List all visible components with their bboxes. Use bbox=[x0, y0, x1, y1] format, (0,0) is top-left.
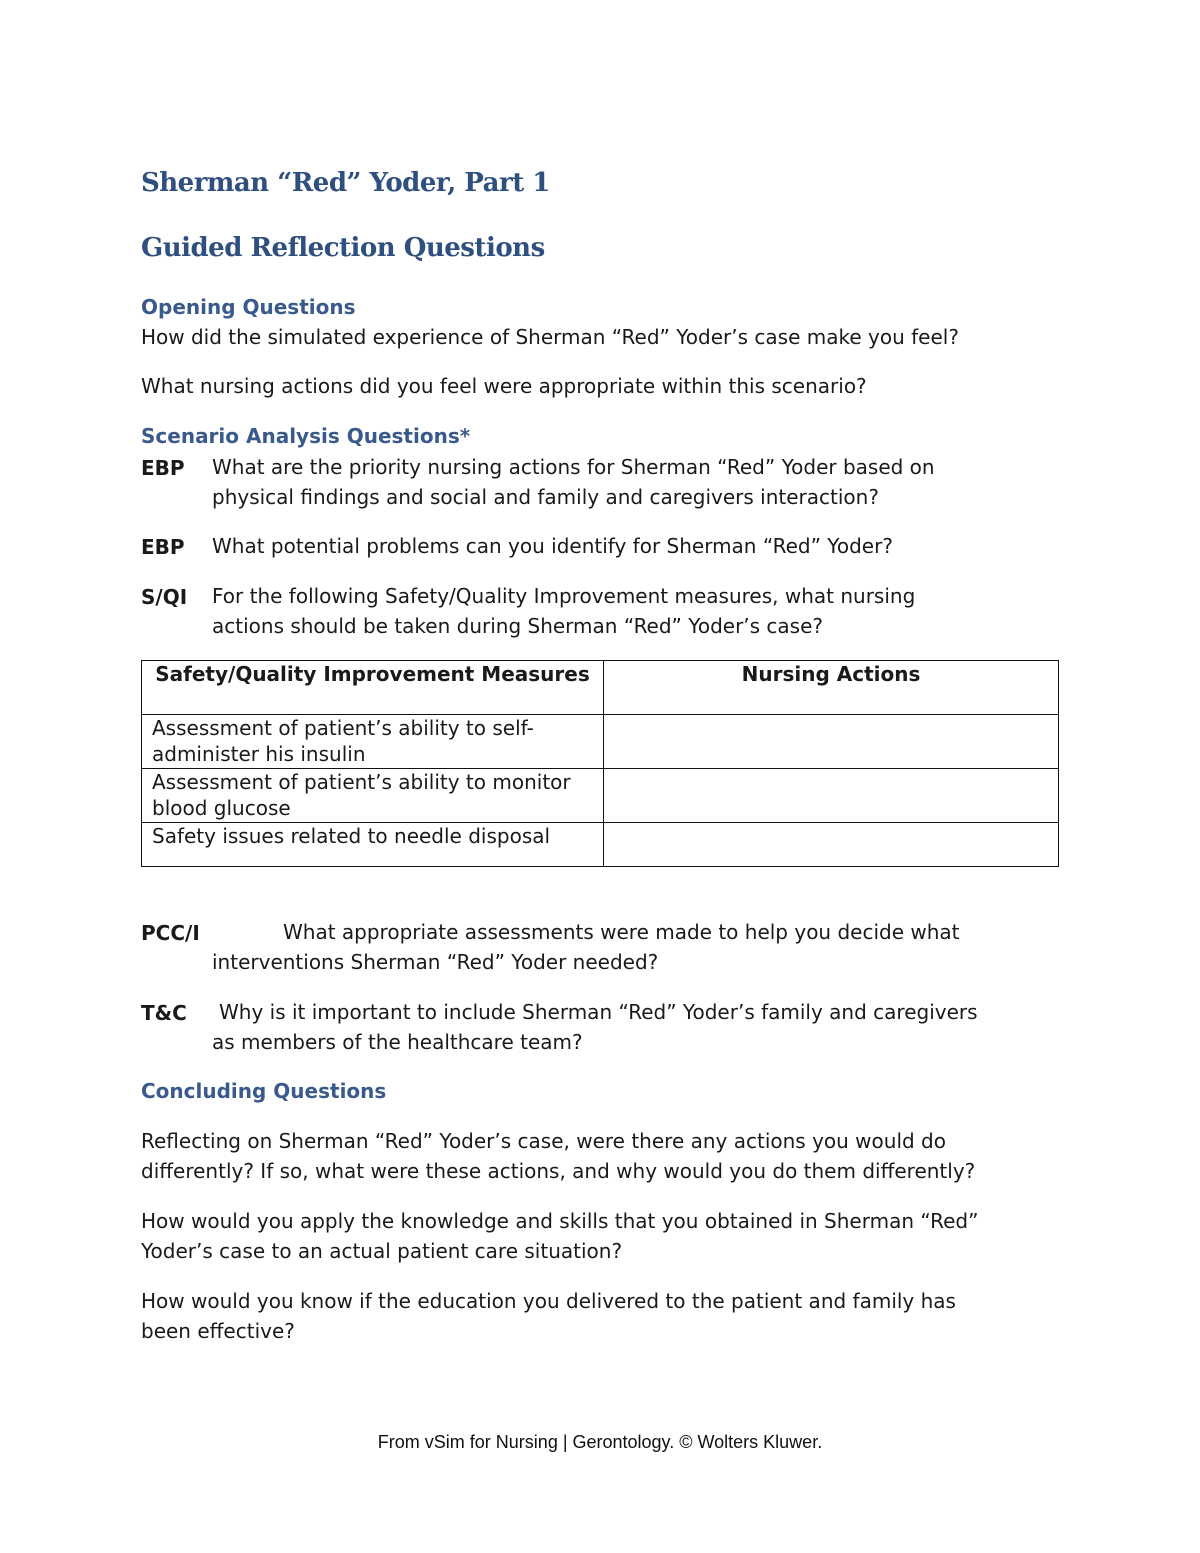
opening-question-1: How did the simulated experience of Sherman “Red” Yoder’s case make you feel? bbox=[141, 325, 959, 349]
concluding-question-1-line2: differently? If so, what were these actions, and why would you do them differently? bbox=[141, 1159, 976, 1183]
table-row bbox=[142, 769, 1059, 823]
table-header-nursing-actions: Nursing Actions bbox=[604, 661, 1059, 715]
analysis-question-2-line1: What potential problems can you identify for Sherman “Red” Yoder? bbox=[212, 534, 893, 558]
page-footer: From vSim for Nursing | Gerontology. © Wolters Kluwer. bbox=[377, 1432, 823, 1452]
opening-questions-heading: Opening Questions bbox=[141, 295, 356, 319]
tc-question-line1: Why is it important to include Sherman “Red” Yoder’s family and caregivers bbox=[219, 1000, 978, 1024]
pcc-question-line2: interventions Sherman “Red” Yoder needed? bbox=[212, 950, 659, 974]
concluding-questions-heading: Concluding Questions bbox=[141, 1079, 387, 1103]
question-code: PCC/I bbox=[141, 921, 200, 945]
table-cell-action[interactable] bbox=[604, 769, 1059, 823]
tc-question-line2: as members of the healthcare team? bbox=[212, 1030, 583, 1054]
table-cell-measure: Assessment of patient’s ability to monitor blood glucose bbox=[142, 769, 604, 823]
pcc-question-line1: What appropriate assessments were made to help you decide what bbox=[283, 920, 960, 944]
table-cell-measure: Assessment of patient’s ability to self-administer his insulin bbox=[142, 715, 604, 769]
table-header-measures: Safety/Quality Improvement Measures bbox=[142, 661, 604, 715]
question-code: EBP bbox=[141, 535, 185, 559]
document-subtitle: Guided Reflection Questions bbox=[141, 233, 545, 263]
table-cell-action[interactable] bbox=[604, 823, 1059, 867]
concluding-question-2-line2: Yoder’s case to an actual patient care situation? bbox=[141, 1239, 623, 1263]
document-title: Sherman “Red” Yoder, Part 1 bbox=[141, 168, 550, 198]
table-row bbox=[142, 823, 1059, 867]
concluding-question-3-line2: been effective? bbox=[141, 1319, 295, 1343]
safety-quality-table bbox=[141, 660, 1059, 867]
concluding-question-1-line1: Reflecting on Sherman “Red” Yoder’s case, were there any actions you would do bbox=[141, 1129, 946, 1153]
table-header-row bbox=[142, 661, 1059, 715]
opening-question-2: What nursing actions did you feel were appropriate within this scenario? bbox=[141, 374, 867, 398]
concluding-question-3-line1: How would you know if the education you delivered to the patient and family has bbox=[141, 1289, 956, 1313]
analysis-question-3-line2: actions should be taken during Sherman “Red” Yoder’s case? bbox=[212, 614, 824, 638]
table-cell-measure: Safety issues related to needle disposal bbox=[142, 823, 604, 867]
table-cell-action[interactable] bbox=[604, 715, 1059, 769]
analysis-question-3-line1: For the following Safety/Quality Improvement measures, what nursing bbox=[212, 584, 916, 608]
scenario-analysis-heading: Scenario Analysis Questions* bbox=[141, 424, 471, 448]
question-code: S/QI bbox=[141, 585, 188, 609]
analysis-question-1-line1: What are the priority nursing actions for Sherman “Red” Yoder based on bbox=[212, 455, 935, 479]
concluding-question-2-line1: How would you apply the knowledge and skills that you obtained in Sherman “Red” bbox=[141, 1209, 979, 1233]
question-code: T&C bbox=[141, 1001, 187, 1025]
analysis-question-1-line2: physical findings and social and family and caregivers interaction? bbox=[212, 485, 879, 509]
question-code: EBP bbox=[141, 456, 185, 480]
table-row bbox=[142, 715, 1059, 769]
